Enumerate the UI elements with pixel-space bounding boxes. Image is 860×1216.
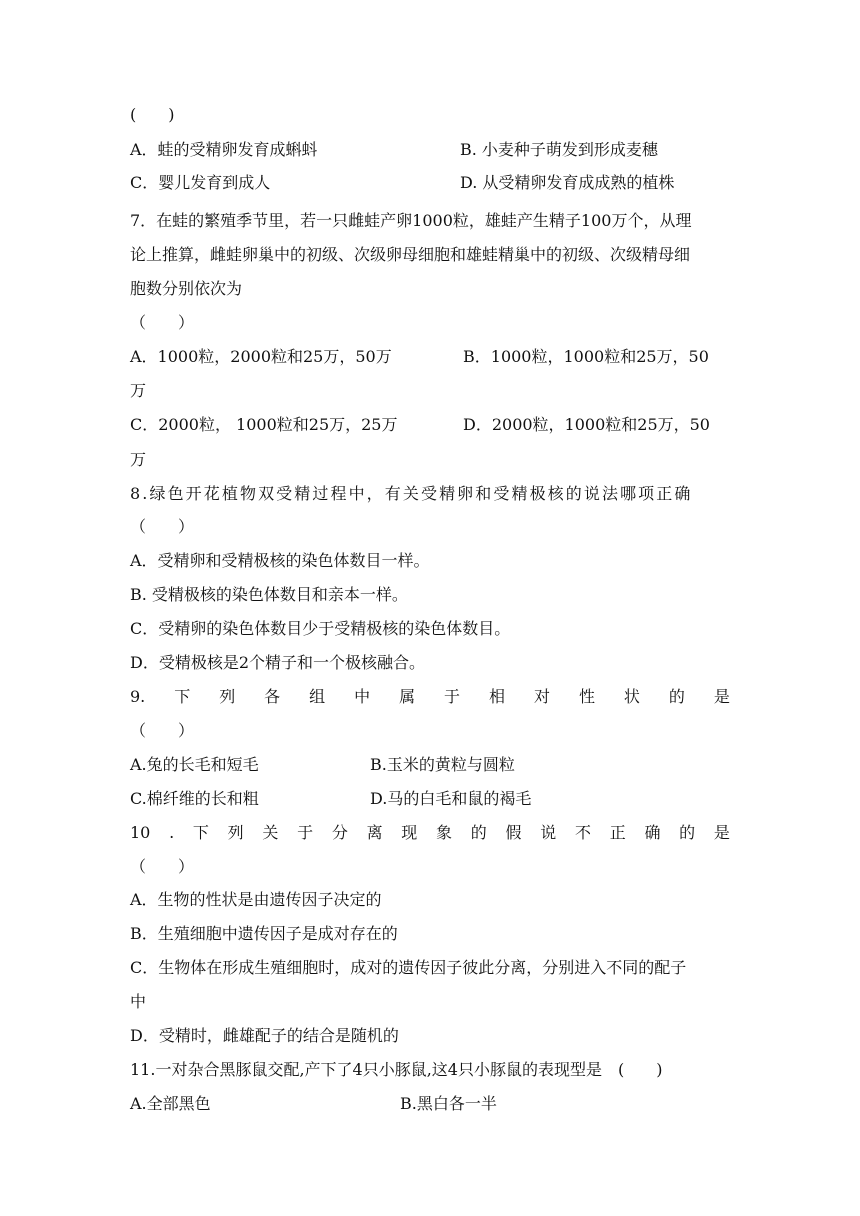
- q9-paren: （ ）: [130, 721, 195, 740]
- q7-stem-line2: 论上推算，雌蛙卵巢中的初级、次级卵母细胞和雄蛙精巢中的初级、次级精母细: [130, 245, 691, 264]
- q10-stem-char: 列: [227, 823, 244, 842]
- q10-stem-char: 10: [130, 823, 151, 842]
- q9-stem: [130, 686, 730, 708]
- q7-option-b-cont: 万: [130, 381, 147, 400]
- q10-stem-char: 关: [262, 823, 279, 842]
- q10-stem: [130, 822, 730, 844]
- q10-stem-char: 说: [540, 823, 557, 842]
- q9-stem-char: 下: [174, 687, 191, 706]
- q10-paren: （ ）: [130, 857, 195, 876]
- q9-stem-char: 性: [578, 687, 595, 706]
- q8-option-d: D．受精极核是2个精子和一个极核融合。: [130, 653, 426, 672]
- q10-stem-char: 于: [297, 823, 314, 842]
- q6-option-c: C．婴儿发育到成人: [130, 173, 271, 192]
- q9-option-c: C.棉纤维的长和粗: [130, 789, 259, 808]
- q6-option-b: B. 小麦种子萌发到形成麦穗: [460, 140, 658, 159]
- q8-option-a: A．受精卵和受精极核的染色体数目一样。: [130, 551, 430, 570]
- q11-option-a: A.全部黑色: [130, 1094, 211, 1113]
- q10-stem-char: 确: [644, 823, 661, 842]
- q10-stem-char: .: [169, 823, 175, 842]
- q9-stem-char: 列: [219, 687, 236, 706]
- q6-options-row2: [130, 172, 730, 194]
- q9-stem-char: 组: [309, 687, 326, 706]
- q9-stem-char: 于: [444, 687, 461, 706]
- q7-stem-line1: 7．在蛙的繁殖季节里，若一只雌蛙产卵1000粒，雄蛙产生精子100万个，从理: [130, 211, 692, 230]
- q10-stem-char: 下: [192, 823, 209, 842]
- q10-stem-char: 象: [436, 823, 453, 842]
- q7-option-b: B．1000粒，1000粒和25万，50: [463, 347, 709, 366]
- q7-stem-line3: 胞数分别依次为: [130, 279, 243, 298]
- q10-stem-char: 的: [470, 823, 487, 842]
- q6-option-d: D. 从受精卵发育成成熟的植株: [460, 173, 675, 192]
- q10-option-d: D．受精时，雌雄配子的结合是随机的: [130, 1026, 399, 1045]
- q10-stem-char: 的: [679, 823, 696, 842]
- q10-stem-char: 离: [366, 823, 383, 842]
- q10-stem-char: 正: [609, 823, 626, 842]
- q9-stem-char: 状: [623, 687, 640, 706]
- q11-stem: 11.一对杂合黑豚鼠交配,产下了4只小豚鼠,这4只小豚鼠的表现型是 ( ): [130, 1060, 663, 1079]
- q10-stem-char: 分: [331, 823, 348, 842]
- q7-options-row2: [130, 414, 730, 436]
- q9-stem-char: 属: [399, 687, 416, 706]
- q6-options-row1: [130, 139, 730, 161]
- q8-option-b: B. 受精极核的染色体数目和亲本一样。: [130, 585, 408, 604]
- q8-paren: （ ）: [130, 517, 195, 536]
- q7-paren: （ ）: [130, 313, 195, 332]
- q8-option-c: C．受精卵的染色体数目少于受精极核的染色体数目。: [130, 619, 511, 638]
- q9-stem-char: 相: [489, 687, 506, 706]
- q7-options-row1: [130, 346, 730, 368]
- q7-option-a: A．1000粒，2000粒和25万，50万: [130, 347, 392, 366]
- q10-stem-char: 假: [505, 823, 522, 842]
- q7-option-d-cont: 万: [130, 450, 147, 469]
- q6-option-a: A．蛙的受精卵发育成蝌蚪: [130, 140, 318, 159]
- q6-paren: ( ): [130, 105, 175, 124]
- q10-option-c-cont: 中: [130, 992, 147, 1011]
- q10-stem-char: 是: [713, 823, 730, 842]
- q11-option-b: B.黑白各一半: [400, 1094, 497, 1113]
- q10-stem-char: 不: [574, 823, 591, 842]
- q9-stem-char: 对: [533, 687, 550, 706]
- q10-option-c: C．生物体在形成生殖细胞时，成对的遗传因子彼此分离，分别进入不同的配子: [130, 958, 687, 977]
- q9-options-row1: [130, 754, 730, 776]
- q9-stem-char: 的: [668, 687, 685, 706]
- q9-stem-char: 9.: [130, 687, 146, 706]
- q9-option-a: A.兔的长毛和短毛: [130, 755, 259, 774]
- q9-option-b: B.玉米的黄粒与圆粒: [370, 755, 515, 774]
- q10-option-a: A．生物的性状是由遗传因子决定的: [130, 890, 382, 909]
- q8-stem-text: 8.绿色开花植物双受精过程中，有关受精卵和受精极核的说法哪项正确: [130, 484, 693, 503]
- q9-stem-char: 中: [354, 687, 371, 706]
- q9-options-row2: [130, 788, 730, 810]
- q9-stem-char: 各: [264, 687, 281, 706]
- q10-option-b: B．生殖细胞中遗传因子是成对存在的: [130, 924, 398, 943]
- q10-stem-char: 现: [401, 823, 418, 842]
- q11-options-row1: [130, 1093, 730, 1115]
- q7-option-c: C．2000粒， 1000粒和25万，25万: [130, 415, 398, 434]
- q9-option-d: D.马的白毛和鼠的褐毛: [370, 789, 532, 808]
- q7-option-d: D．2000粒，1000粒和25万，50: [463, 415, 710, 434]
- q9-stem-char: 是: [713, 687, 730, 706]
- q8-stem: [130, 483, 730, 505]
